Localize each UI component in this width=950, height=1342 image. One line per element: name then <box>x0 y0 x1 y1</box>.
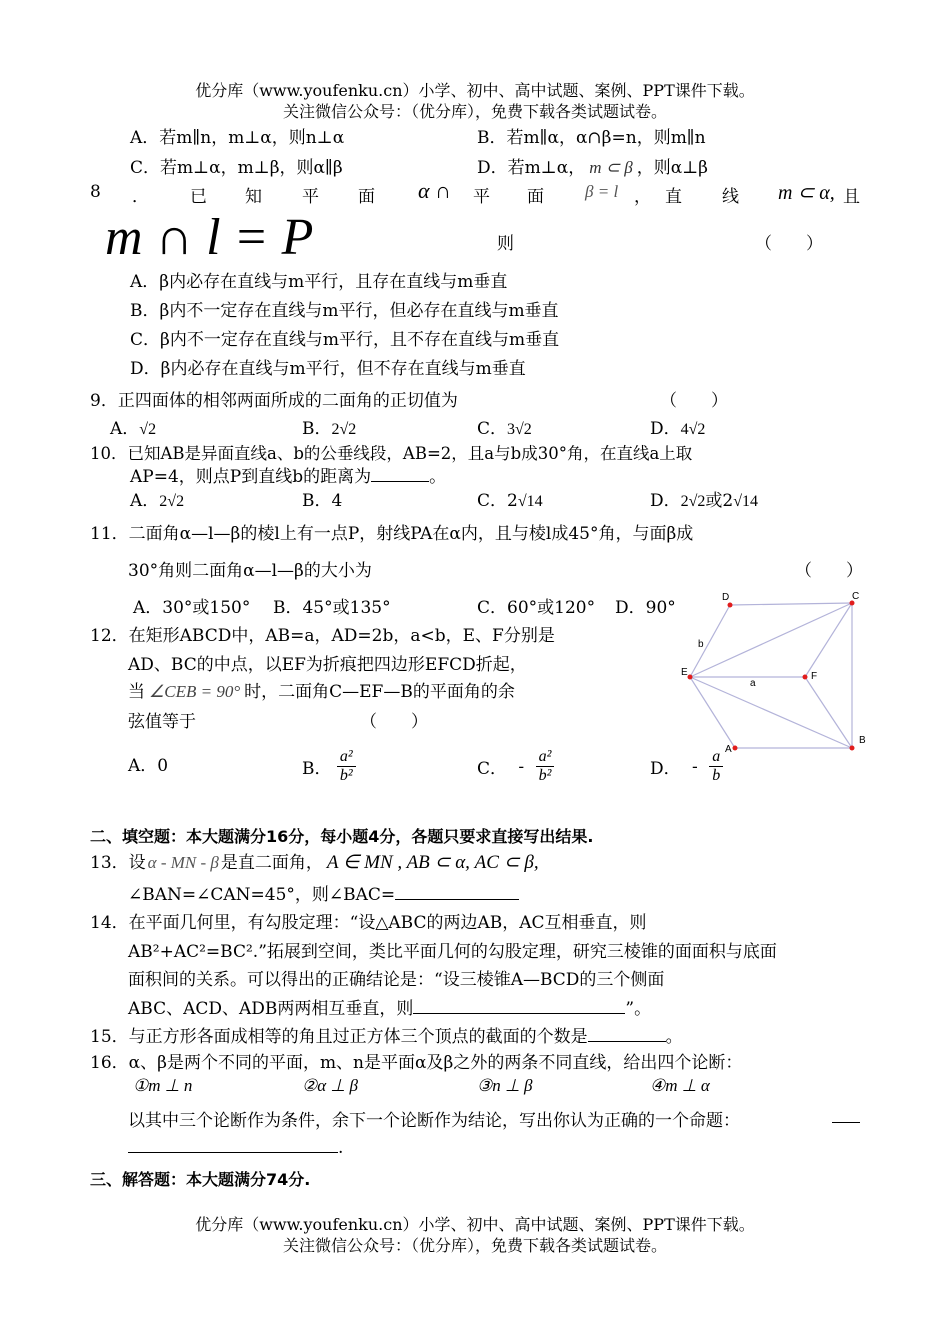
q8-math-beta-l: β = l <box>585 182 619 201</box>
q8-answer-paren: （ ） <box>755 234 823 254</box>
q8-math-alpha-cap: α ∩ <box>418 178 451 203</box>
q9-stem: 9．正四面体的相邻两面所成的二面角的正切值为 <box>90 391 458 411</box>
q9-option-b-label: B． <box>302 419 332 439</box>
q8-char-2: 知 <box>245 187 262 207</box>
q14-line-4-end: ”。 <box>625 999 652 1019</box>
footer-line-2: 关注微信公众号：（优分库），免费下载各类试题试卷。 <box>282 1236 667 1255</box>
q12-line-3-math: ∠CEB = 90° <box>149 682 241 701</box>
q11-option-d: D．90° <box>615 598 676 618</box>
q9-option-d <box>650 414 705 439</box>
q13-line-2 <box>128 880 519 905</box>
q9-option-d-value: 4√2 <box>680 421 706 438</box>
section-2-title: 二、填空题：本大题满分16分，每小题4分，各题只要求直接写出结果. <box>90 827 594 846</box>
q16-statement-1: ①m ⊥ n <box>133 1076 193 1095</box>
q16-statement-3: ③n ⊥ β <box>477 1076 533 1095</box>
q10-option-a-value: 2√2 <box>159 493 185 510</box>
q9-option-a-value: √2 <box>139 421 157 438</box>
q11-line-1: 11．二面角α—l—β的棱l上有一点P，射线PA在α内，且与棱l成45°角，与面β成 <box>90 524 694 544</box>
q8-option-a: A．β内必存在直线与m平行，且存在直线与m垂直 <box>130 272 508 292</box>
q16-line-3: 以其中三个论断作为条件，余下一个论断作为结论，写出你认为正确的一个命题： <box>128 1111 740 1131</box>
q10-option-d-value1: 2√2 <box>680 493 706 510</box>
q8-then: 则 <box>497 234 514 254</box>
q12-option-d-sign: - <box>692 756 698 777</box>
label-b-edge: b <box>698 639 704 650</box>
edge-ec <box>690 603 852 677</box>
point-a <box>733 746 738 751</box>
q7-option-b: B．若m∥α，α∩β=n，则m∥n <box>477 128 706 148</box>
q10-option-a-label: A． <box>130 491 160 511</box>
q14-line-4 <box>128 994 651 1019</box>
q8-option-d: D．β内必存在直线与m平行，但不存在直线与m垂直 <box>130 359 526 379</box>
q10-option-a <box>130 486 184 511</box>
q10-option-c-value: √14 <box>517 493 543 510</box>
q12-option-d-numerator: a <box>709 748 723 767</box>
q13-math-1: α - MN - β <box>147 853 219 872</box>
q16-blank-b <box>128 1136 338 1153</box>
q15-blank <box>588 1025 666 1042</box>
point-e <box>688 675 693 680</box>
edge-de <box>690 605 730 677</box>
label-d: D <box>722 592 730 603</box>
q13-line-1 <box>90 848 539 874</box>
q8-char-7: 直 <box>665 187 682 207</box>
q9-option-b-value: 2√2 <box>331 421 357 438</box>
q10-blank <box>371 465 429 482</box>
q14-line-3: 面积间的关系。可以得出的正确结论是：“设三棱锥A—BCD的三个侧面 <box>128 970 665 990</box>
q14-line-2: AB²+AC²=BC².”拓展到空间，类比平面几何的勾股定理，研究三棱锥的面面积与底面 <box>128 942 777 962</box>
q9-option-c-label: C． <box>477 419 508 439</box>
q16-blank-start <box>832 1106 860 1128</box>
footer-line-1: 优分库（www.youfenku.cn）小学、初中、高中试题、案例、PPT课件下载。 <box>195 1215 755 1234</box>
q7-option-a: A．若m∥n，m⊥α，则n⊥α <box>130 128 345 148</box>
q10-line-1: 10．已知AB是异面直线a、b的公垂线段，AB=2，且a与b成30°角，在直线a上取 <box>90 444 693 463</box>
q16-statement-4: ④m ⊥ α <box>650 1076 710 1095</box>
q8-char-1: 已 <box>190 187 207 207</box>
label-e: E <box>681 667 688 678</box>
q8-big-formula: m ∩ l = P <box>105 209 314 266</box>
q8-math-m-subset: m ⊂ α, <box>778 182 835 204</box>
q16-line-4 <box>128 1136 343 1158</box>
q8-option-b: B．β内不一定存在直线与m平行，但必存在直线与m垂直 <box>130 301 559 321</box>
q12-line-4: 弦值等于 <box>128 712 196 732</box>
label-b: B <box>859 735 866 746</box>
edge-ea <box>690 677 735 748</box>
point-f <box>803 675 808 680</box>
figure-edges <box>690 603 852 748</box>
edge-dc <box>730 603 852 605</box>
label-f: F <box>811 671 818 682</box>
q11-option-a: A．30°或150° <box>133 598 251 618</box>
q12-option-d-denominator: b <box>712 767 721 784</box>
edge-eb <box>690 677 852 748</box>
q12-line-2: AD、BC的中点，以EF为折痕把四边形EFCD折起， <box>128 655 527 675</box>
q12-answer-paren: （ ） <box>360 712 428 732</box>
q12-option-b <box>302 748 356 785</box>
point-d <box>728 603 733 608</box>
q12-option-c-denominator: b² <box>538 767 552 784</box>
q12-option-b-denominator: b² <box>339 767 353 784</box>
q13-pre: 13．设 <box>90 853 146 873</box>
label-a-edge: a <box>750 678 756 689</box>
q10-option-d-value2: √14 <box>733 493 759 510</box>
q10-option-b: B．4 <box>302 491 343 511</box>
q12-option-c-label: C． <box>477 759 508 779</box>
q12-option-c <box>477 748 554 785</box>
q11-line-2: 30°角则二面角α—l—β的大小为 <box>128 561 372 581</box>
q14-blank <box>413 997 625 1014</box>
q12-line-1: 12．在矩形ABCD中，AB=a，AD=2b，a<b，E、F分别是 <box>90 626 555 646</box>
q10-option-c-label: C．2 <box>477 491 518 511</box>
q9-option-c-value: 3√2 <box>507 421 532 438</box>
q9-option-a <box>110 414 156 439</box>
q8-number: 8 <box>90 182 101 202</box>
q12-option-d-label: D． <box>650 759 681 779</box>
header-line-1: 优分库（www.youfenku.cn）小学、初中、高中试题、案例、PPT课件下载。 <box>195 81 755 100</box>
q15-end: 。 <box>665 1027 683 1047</box>
q10-line-2 <box>130 462 446 487</box>
q12-option-b-numerator: a² <box>337 748 356 767</box>
q15-text: 15．与正方形各面成相等的角且过正方体三个顶点的截面的个数是 <box>90 1027 588 1047</box>
q11-option-c: C．60°或120° <box>477 598 596 618</box>
q8-dot: ． <box>132 187 149 207</box>
q10-option-d <box>650 486 758 511</box>
q12-option-c-sign: - <box>518 756 525 777</box>
q12-option-c-numerator: a² <box>536 748 555 767</box>
q11-option-b: B．45°或135° <box>273 598 391 618</box>
q10-option-d-label: D． <box>650 491 681 511</box>
q10-option-c <box>477 486 543 511</box>
q7-option-d-pre: D．若m⊥α， <box>477 158 586 178</box>
q8-comma: ， <box>634 187 651 207</box>
q16-line-1: 16．α、β是两个不同的平面，m、n是平面α及β之外的两条不同直线，给出四个论断： <box>90 1053 743 1073</box>
q16-blank-a <box>832 1106 860 1123</box>
q8-char-9: 且 <box>843 187 860 207</box>
q12-option-b-label: B． <box>302 759 332 779</box>
q14-line-4-text: ABC、ACD、ADB两两相互垂直，则 <box>128 999 414 1019</box>
q8-option-c: C．β内不一定存在直线与m平行，且不存在直线与m垂直 <box>130 330 560 350</box>
q7-option-d <box>477 153 708 178</box>
q13-mid: 是直二面角， <box>220 853 323 873</box>
q7-option-c: C．若m⊥α，m⊥β，则α∥β <box>130 158 343 178</box>
q16-end: . <box>338 1138 344 1158</box>
q13-blank <box>395 883 519 900</box>
q7-option-d-math: m ⊂ β <box>589 158 633 177</box>
q9-answer-paren: （ ） <box>660 391 728 411</box>
figure-points <box>688 601 855 751</box>
label-a: A <box>725 744 732 755</box>
q13-math-2: A ∈ MN , AB ⊂ α, AC ⊂ β, <box>326 852 539 873</box>
q14-line-1: 14．在平面几何里，有勾股定理：“设△ABC的两边AB，AC互相垂直，则 <box>90 913 647 933</box>
q12-option-c-fraction <box>536 748 555 785</box>
section-3-title: 三、解答题：本大题满分74分. <box>90 1170 311 1189</box>
q8-char-3: 平 <box>302 187 319 207</box>
q8-char-8: 线 <box>722 187 739 207</box>
header-line-2: 关注微信公众号：（优分库），免费下载各类试题试卷。 <box>282 102 667 121</box>
q10-option-d-mid: 或2 <box>705 491 734 511</box>
q12-line-3-pre: 当 <box>128 682 145 702</box>
q11-answer-paren: （ ） <box>795 561 863 581</box>
q12-option-b-fraction <box>337 748 356 785</box>
q9-option-a-label: A． <box>110 419 140 439</box>
q16-statement-2: ②α ⊥ β <box>302 1076 358 1095</box>
q7-option-d-post: ，则α⊥β <box>636 158 709 178</box>
q12-line-3 <box>128 677 515 702</box>
q8-char-6: 面 <box>527 187 544 207</box>
q9-option-d-label: D． <box>650 419 681 439</box>
q12-option-a: A．0 <box>128 756 169 776</box>
q9-option-c <box>477 414 532 439</box>
q8-char-4: 面 <box>358 187 375 207</box>
label-c: C <box>852 591 860 602</box>
point-b <box>850 746 855 751</box>
q8-char-5: 平 <box>473 187 490 207</box>
q12-line-3-post: 时，二面角C—EF—B的平面角的余 <box>244 682 515 702</box>
q15-line <box>90 1022 683 1047</box>
q13-line-2-text: ∠BAN=∠CAN=45°，则∠BAC= <box>128 885 396 905</box>
q9-option-b <box>302 414 356 439</box>
q10-line-2-text: AP=4，则点P到直线b的距离为 <box>130 467 372 487</box>
q10-line-2-end: 。 <box>429 467 447 487</box>
q12-figure <box>680 585 880 765</box>
